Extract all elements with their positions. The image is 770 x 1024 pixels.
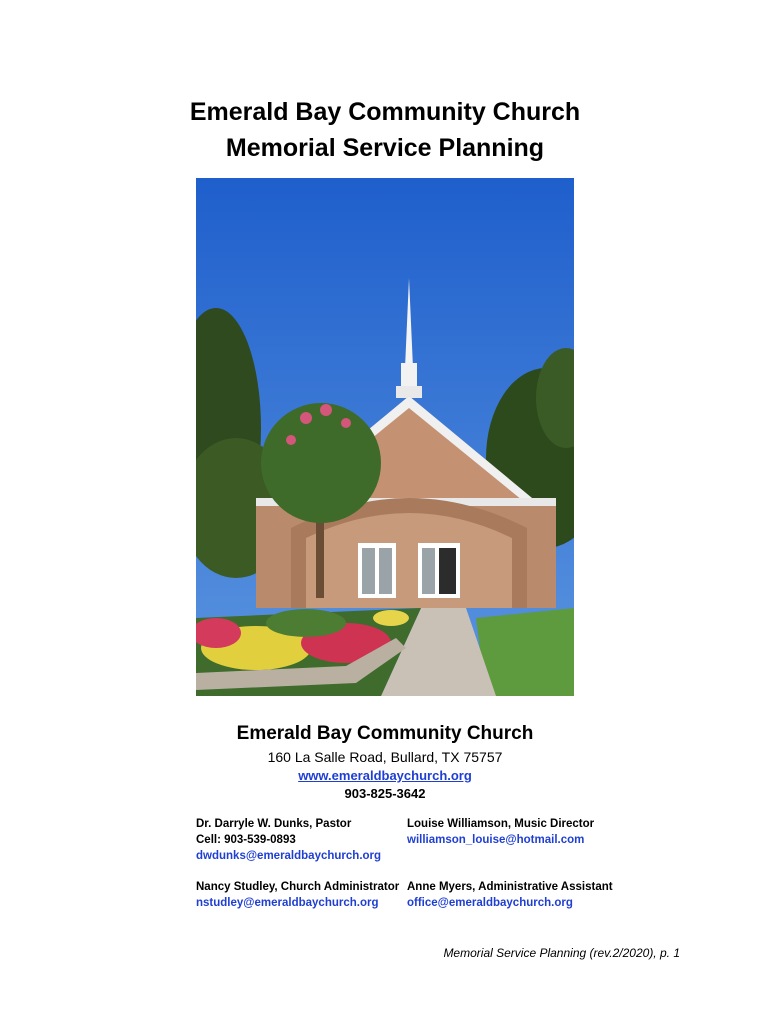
church-phone: 903-825-3642 — [344, 786, 426, 801]
contact-pastor — [196, 816, 381, 864]
assistant-email-link[interactable]: office@emeraldbaychurch.org — [407, 897, 573, 909]
page-footer: Memorial Service Planning (rev.2/2020), p. 1 — [443, 946, 680, 960]
document-title-line1: Emerald Bay Community Church — [189, 98, 581, 126]
administrator-email-link[interactable]: nstudley@emeraldbaychurch.org — [196, 897, 379, 909]
music-director-name: Louise Williamson, Music Director — [407, 818, 595, 830]
assistant-name: Anne Myers, Administrative Assistant — [407, 881, 613, 893]
contact-assistant — [407, 879, 613, 911]
pastor-cell: Cell: 903-539-0893 — [196, 834, 296, 846]
church-website-link[interactable]: www.emeraldbaychurch.org — [298, 768, 472, 783]
music-director-email-link[interactable]: williamson_louise@hotmail.com — [407, 834, 585, 846]
church-photo — [196, 178, 574, 696]
contact-music-director — [407, 816, 594, 848]
contact-administrator — [196, 879, 399, 911]
pastor-name: Dr. Darryle W. Dunks, Pastor — [196, 818, 352, 830]
administrator-name: Nancy Studley, Church Administrator — [196, 881, 400, 893]
pastor-email-link[interactable]: dwdunks@emeraldbaychurch.org — [196, 850, 382, 862]
document-title-line2: Memorial Service Planning — [225, 134, 545, 162]
church-name: Emerald Bay Community Church — [236, 723, 534, 744]
church-address: 160 La Salle Road, Bullard, TX 75757 — [267, 749, 503, 765]
